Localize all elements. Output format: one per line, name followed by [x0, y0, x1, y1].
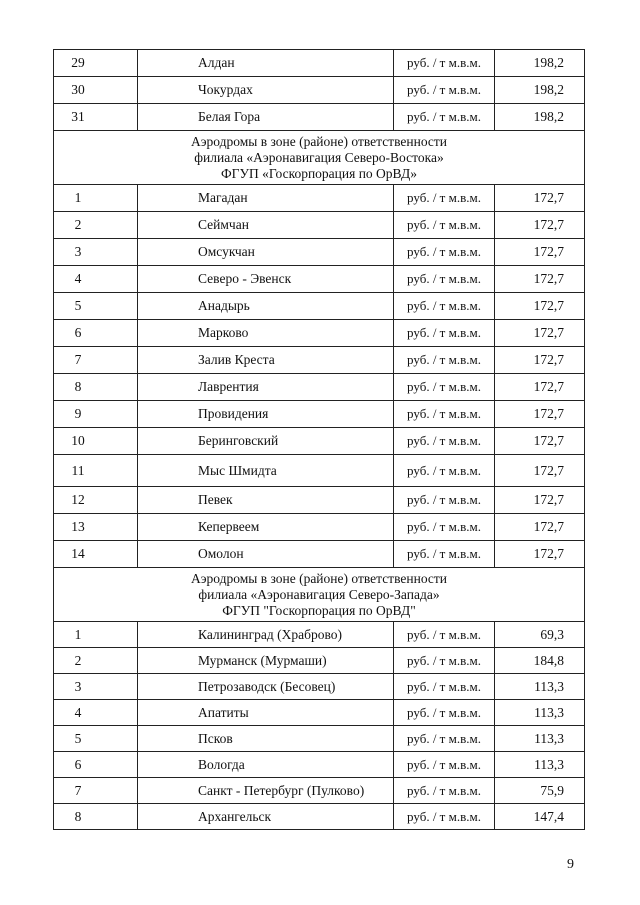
section-header-row: [54, 568, 585, 622]
table-row: [54, 212, 585, 239]
table-row: [54, 541, 585, 568]
unit-cell: руб. / т м.в.м.: [394, 804, 495, 830]
row-number: [54, 77, 138, 104]
unit-cell: руб. / т м.в.м.: [394, 77, 495, 104]
row-number-text: 4: [74, 704, 82, 720]
row-number: [54, 726, 138, 752]
unit-cell: руб. / т м.в.м.: [394, 266, 495, 293]
row-number: [54, 514, 138, 541]
aerodrome-name: Беринговский: [138, 428, 394, 455]
unit-cell: руб. / т м.в.м.: [394, 752, 495, 778]
row-number: [54, 347, 138, 374]
aerodrome-name: Марково: [138, 320, 394, 347]
table-row: [54, 752, 585, 778]
row-number: [54, 622, 138, 648]
unit-cell: руб. / т м.в.м.: [394, 401, 495, 428]
aerodrome-name: Калининград (Храброво): [138, 622, 394, 648]
section-header: [54, 568, 585, 622]
aerodrome-name: Петрозаводск (Бесовец): [138, 674, 394, 700]
row-number-text: 1: [74, 626, 82, 642]
unit-cell: руб. / т м.в.м.: [394, 487, 495, 514]
table-row: [54, 185, 585, 212]
tariff-value: 172,7: [495, 347, 585, 374]
aerodrome-name: Певек: [138, 487, 394, 514]
row-number-text: 6: [74, 756, 82, 772]
row-number: [54, 320, 138, 347]
aerodrome-name: Магадан: [138, 185, 394, 212]
aerodrome-name: Лаврентия: [138, 374, 394, 401]
row-number-text: 12: [71, 492, 85, 507]
table-row: [54, 293, 585, 320]
unit-cell: руб. / т м.в.м.: [394, 50, 495, 77]
row-number-text: 7: [74, 782, 82, 798]
table-row: [54, 374, 585, 401]
tariff-value: 147,4: [495, 804, 585, 830]
table-row: [54, 514, 585, 541]
aerodrome-name: Апатиты: [138, 700, 394, 726]
aerodrome-name: Белая Гора: [138, 104, 394, 131]
aerodrome-name: Алдан: [138, 50, 394, 77]
unit-cell: руб. / т м.в.м.: [394, 428, 495, 455]
unit-cell: руб. / т м.в.м.: [394, 347, 495, 374]
table-row: [54, 778, 585, 804]
unit-cell: руб. / т м.в.м.: [394, 374, 495, 401]
row-number: [54, 778, 138, 804]
row-number-text: 10: [71, 433, 85, 448]
table-row: [54, 401, 585, 428]
unit-cell: руб. / т м.в.м.: [394, 212, 495, 239]
table-row: [54, 50, 585, 77]
tariff-value: 172,7: [495, 212, 585, 239]
row-number-text: 9: [74, 406, 82, 421]
tariff-value: 113,3: [495, 674, 585, 700]
section-header-line: Аэродромы в зоне (районе) ответственности: [190, 570, 448, 586]
unit-cell: руб. / т м.в.м.: [394, 726, 495, 752]
row-number: [54, 428, 138, 455]
unit-cell: руб. / т м.в.м.: [394, 514, 495, 541]
row-number-text: 7: [74, 352, 82, 367]
page-number: 9: [567, 857, 574, 872]
aerodrome-name: Омсукчан: [138, 239, 394, 266]
table-row: [54, 77, 585, 104]
tariff-value: 113,3: [495, 726, 585, 752]
row-number: [54, 487, 138, 514]
unit-cell: руб. / т м.в.м.: [394, 622, 495, 648]
aerodrome-name: Чокурдах: [138, 77, 394, 104]
aerodrome-name: Анадырь: [138, 293, 394, 320]
unit-cell: руб. / т м.в.м.: [394, 700, 495, 726]
aerodrome-name: Псков: [138, 726, 394, 752]
row-number: [54, 374, 138, 401]
unit-cell: руб. / т м.в.м.: [394, 455, 495, 487]
section-header-row: [54, 131, 585, 185]
row-number: [54, 401, 138, 428]
tariff-table: [53, 49, 585, 830]
row-number-text: 5: [74, 298, 82, 313]
tariff-value: 172,7: [495, 487, 585, 514]
aerodrome-name: Сеймчан: [138, 212, 394, 239]
aerodrome-name: Залив Креста: [138, 347, 394, 374]
row-number: [54, 455, 138, 487]
section-header-line: Аэродромы в зоне (районе) ответственности: [190, 133, 448, 149]
unit-cell: руб. / т м.в.м.: [394, 239, 495, 266]
unit-cell: руб. / т м.в.м.: [394, 674, 495, 700]
row-number-text: 8: [74, 808, 82, 824]
tariff-value: 198,2: [495, 50, 585, 77]
row-number-text: 11: [71, 462, 85, 478]
aerodrome-name: Омолон: [138, 541, 394, 568]
tariff-value: 172,7: [495, 320, 585, 347]
row-number-text: 1: [74, 190, 82, 205]
row-number-text: 6: [74, 325, 82, 340]
table-row: [54, 487, 585, 514]
table-row: [54, 320, 585, 347]
table-row: [54, 622, 585, 648]
row-number: [54, 239, 138, 266]
table-row: [54, 455, 585, 487]
row-number-text: 2: [74, 217, 82, 232]
table-row: [54, 648, 585, 674]
row-number: [54, 700, 138, 726]
unit-cell: руб. / т м.в.м.: [394, 541, 495, 568]
tariff-value: 172,7: [495, 401, 585, 428]
table-row: [54, 674, 585, 700]
row-number: [54, 648, 138, 674]
table-row: [54, 104, 585, 131]
table-row: [54, 726, 585, 752]
table-row: [54, 804, 585, 830]
tariff-value: 172,7: [495, 374, 585, 401]
row-number: [54, 674, 138, 700]
unit-cell: руб. / т м.в.м.: [394, 185, 495, 212]
row-number: [54, 266, 138, 293]
unit-cell: руб. / т м.в.м.: [394, 104, 495, 131]
row-number: [54, 50, 138, 77]
row-number-text: 13: [71, 519, 85, 534]
unit-cell: руб. / т м.в.м.: [394, 778, 495, 804]
row-number-text: 3: [74, 678, 82, 694]
row-number-text: 31: [71, 109, 85, 124]
table-row: [54, 266, 585, 293]
aerodrome-name: Провидения: [138, 401, 394, 428]
row-number: [54, 293, 138, 320]
unit-cell: руб. / т м.в.м.: [394, 320, 495, 347]
unit-cell: руб. / т м.в.м.: [394, 648, 495, 674]
row-number: [54, 541, 138, 568]
row-number-text: 3: [74, 244, 82, 259]
tariff-value: 172,7: [495, 455, 585, 487]
section-header-line: ФГУП "Госкорпорация по ОрВД": [222, 602, 416, 618]
aerodrome-name: Мурманск (Мурмаши): [138, 648, 394, 674]
tariff-value: 184,8: [495, 648, 585, 674]
row-number-text: 2: [74, 652, 82, 668]
row-number: [54, 212, 138, 239]
tariff-value: 69,3: [495, 622, 585, 648]
unit-cell: руб. / т м.в.м.: [394, 293, 495, 320]
tariff-value: 172,7: [495, 266, 585, 293]
row-number: [54, 752, 138, 778]
tariff-table-body: [54, 50, 585, 830]
tariff-value: 198,2: [495, 104, 585, 131]
aerodrome-name: Архангельск: [138, 804, 394, 830]
tariff-value: 172,7: [495, 428, 585, 455]
tariff-value: 172,7: [495, 514, 585, 541]
row-number-text: 8: [74, 379, 82, 394]
section-header: [54, 131, 585, 185]
section-header-line: ФГУП «Госкорпорация по ОрВД»: [220, 165, 418, 181]
row-number-text: 5: [74, 730, 82, 746]
table-row: [54, 239, 585, 266]
row-number: [54, 804, 138, 830]
section-header-line: филиала «Аэронавигация Северо-Востока»: [194, 149, 444, 165]
tariff-value: 172,7: [495, 185, 585, 212]
row-number: [54, 104, 138, 131]
table-row: [54, 428, 585, 455]
tariff-value: 113,3: [495, 752, 585, 778]
tariff-value: 172,7: [495, 541, 585, 568]
tariff-value: 172,7: [495, 293, 585, 320]
aerodrome-name: Северо - Эвенск: [138, 266, 394, 293]
row-number-text: 4: [74, 271, 82, 286]
tariff-value: 75,9: [495, 778, 585, 804]
row-number-text: 14: [71, 546, 85, 561]
table-row: [54, 700, 585, 726]
aerodrome-name: Вологда: [138, 752, 394, 778]
section-header-line: филиала «Аэронавигация Северо-Запада»: [198, 586, 440, 602]
row-number: [54, 185, 138, 212]
row-number-text: 30: [71, 82, 85, 97]
tariff-value: 172,7: [495, 239, 585, 266]
tariff-value: 198,2: [495, 77, 585, 104]
aerodrome-name: Мыс Шмидта: [138, 455, 394, 487]
tariff-value: 113,3: [495, 700, 585, 726]
aerodrome-name: Кепервеем: [138, 514, 394, 541]
aerodrome-name: Санкт - Петербург (Пулково): [138, 778, 394, 804]
row-number-text: 29: [71, 55, 85, 70]
table-row: [54, 347, 585, 374]
